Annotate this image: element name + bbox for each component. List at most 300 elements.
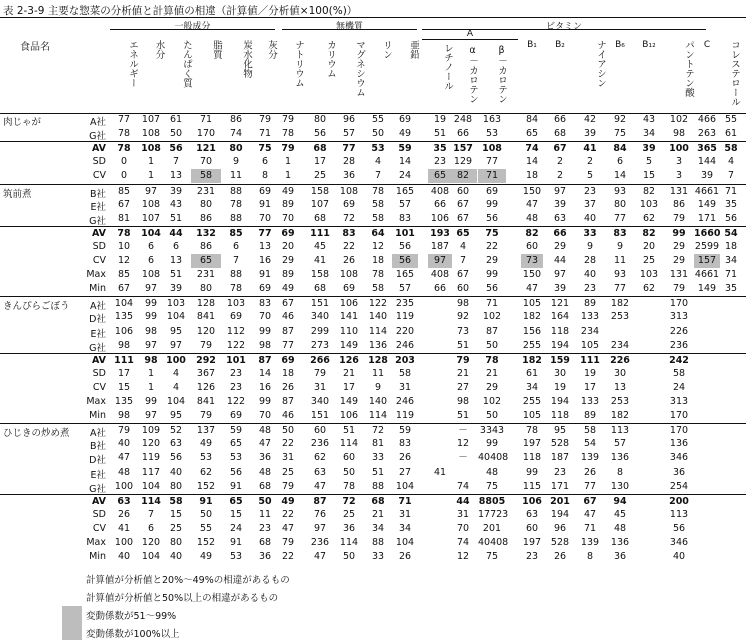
table-cell: 91 bbox=[258, 198, 272, 210]
table-cell: 74 bbox=[456, 480, 470, 492]
table-cell: 64 bbox=[371, 227, 385, 239]
table-cell: 69 bbox=[398, 114, 412, 125]
table-cell: 118 bbox=[550, 325, 570, 337]
table-cell: 102 bbox=[482, 396, 502, 407]
table-cell: 36 bbox=[672, 466, 686, 478]
table-cell: 234 bbox=[610, 339, 630, 351]
table-cell: 97 bbox=[428, 254, 452, 268]
table-cell: 6 bbox=[147, 240, 155, 252]
table-cell: 9 bbox=[586, 240, 594, 252]
table-cell: 61 bbox=[525, 367, 539, 379]
table-cell: 156 bbox=[522, 325, 542, 337]
table-cell: 121 bbox=[550, 298, 570, 310]
table-cell: 117 bbox=[141, 466, 161, 478]
table-row bbox=[0, 113, 746, 127]
table-cell: 194 bbox=[550, 339, 570, 351]
table-cell: 158 bbox=[310, 185, 330, 197]
table-cell: 67 bbox=[583, 495, 597, 507]
table-cell: 113 bbox=[669, 508, 689, 520]
table-cell: 40 bbox=[169, 551, 183, 563]
table-cell: 26 bbox=[398, 452, 412, 464]
table-cell: 242 bbox=[669, 354, 689, 366]
table-cell: 68 bbox=[258, 537, 272, 548]
table-cell: 56 bbox=[485, 283, 499, 295]
table-cell: 75 bbox=[485, 480, 499, 492]
table-cell: 55 bbox=[199, 522, 213, 534]
table-cell: 108 bbox=[141, 198, 161, 210]
group-label-vitamin: ビタミン bbox=[545, 22, 582, 32]
table-cell: 17 bbox=[117, 367, 131, 379]
table-cell: 99 bbox=[485, 269, 499, 281]
table-cell: 41 bbox=[313, 255, 327, 266]
table-cell: 2599 bbox=[694, 240, 720, 252]
table-cell: 98 bbox=[144, 354, 158, 366]
table-cell: 69 bbox=[281, 227, 295, 239]
table-cell: 71 bbox=[398, 495, 412, 507]
table-cell: 17 bbox=[583, 381, 597, 393]
table-cell: 67 bbox=[281, 298, 295, 310]
row-label: SD bbox=[92, 508, 106, 520]
table-cell: 48 bbox=[117, 466, 131, 478]
table-cell: 103 bbox=[639, 269, 659, 281]
table-cell: 58 bbox=[398, 367, 412, 379]
table-cell: 80 bbox=[199, 283, 213, 295]
table-cell: 60 bbox=[342, 452, 356, 464]
table-cell bbox=[723, 451, 739, 465]
table-cell: 62 bbox=[642, 283, 656, 295]
table-cell bbox=[723, 325, 739, 339]
table-cell: 75 bbox=[485, 551, 499, 563]
header-top-rule bbox=[0, 17, 746, 18]
table-cell: 77 bbox=[583, 480, 597, 492]
table-cell: 122 bbox=[226, 339, 246, 351]
table-cell: 104 bbox=[166, 396, 186, 407]
table-cell: 135 bbox=[114, 396, 134, 407]
food-name: 筑前煮 bbox=[3, 188, 32, 200]
table-cell: 85 bbox=[117, 269, 131, 281]
table-cell: 58 bbox=[371, 283, 385, 295]
table-cell: 68 bbox=[553, 128, 567, 140]
column-header-4: 炭水化物 bbox=[241, 40, 252, 78]
table-cell: 105 bbox=[522, 410, 542, 422]
table-cell bbox=[694, 395, 720, 409]
table-cell: 17 bbox=[342, 381, 356, 393]
table-cell: 43 bbox=[642, 114, 656, 125]
table-cell: 72 bbox=[342, 495, 356, 507]
table-cell: 150 bbox=[522, 269, 542, 281]
table-cell: 71 bbox=[258, 128, 272, 140]
table-cell: 115 bbox=[522, 480, 542, 492]
table-cell: 14 bbox=[258, 367, 272, 379]
row-label: G社 bbox=[89, 131, 106, 143]
table-cell: 26 bbox=[281, 381, 295, 393]
table-cell: 78 bbox=[117, 128, 131, 140]
table-cell: 108 bbox=[339, 185, 359, 197]
table-cell: 408 bbox=[430, 185, 450, 197]
table-cell: 8 bbox=[586, 551, 594, 563]
table-row bbox=[0, 536, 746, 550]
table-cell: 47 bbox=[313, 551, 327, 563]
table-cell: 79 bbox=[672, 283, 686, 295]
table-cell bbox=[694, 367, 720, 381]
table-cell: 40 bbox=[672, 551, 686, 563]
table-cell: 4 bbox=[172, 381, 180, 393]
table-cell: 82 bbox=[525, 227, 539, 239]
row-label: Max bbox=[86, 537, 106, 548]
row-label: AV bbox=[91, 227, 106, 239]
table-cell: 40 bbox=[583, 269, 597, 281]
table-cell: 34 bbox=[371, 522, 385, 534]
table-cell: 77 bbox=[258, 227, 272, 239]
legend-line-cv-51-99: 変動係数が51～99% bbox=[86, 611, 177, 622]
table-cell: 69 bbox=[281, 354, 295, 366]
table-cell bbox=[608, 325, 632, 339]
table-cell: 71 bbox=[199, 114, 213, 125]
table-cell: 22 bbox=[342, 240, 356, 252]
table-cell: 103 bbox=[166, 298, 186, 310]
table-cell: 93 bbox=[613, 185, 627, 197]
table-cell: 114 bbox=[368, 325, 388, 337]
table-cell: 70 bbox=[281, 212, 295, 224]
table-cell: 56 bbox=[485, 212, 499, 224]
table-cell: 104 bbox=[395, 480, 415, 492]
table-cell: 12 bbox=[117, 255, 131, 266]
table-cell: 200 bbox=[669, 495, 689, 507]
table-cell: 39 bbox=[583, 128, 597, 140]
table-cell bbox=[723, 381, 739, 395]
column-header-0: エネルギー bbox=[127, 40, 138, 88]
table-cell bbox=[694, 480, 720, 494]
table-cell: 87 bbox=[281, 396, 295, 407]
table-cell: 20 bbox=[281, 240, 295, 252]
table-cell: 24 bbox=[229, 522, 243, 534]
table-cell: 50 bbox=[485, 339, 499, 351]
table-cell: 3 bbox=[675, 170, 683, 182]
table-cell bbox=[694, 495, 720, 509]
table-cell: 77 bbox=[613, 283, 627, 295]
row-label: AV bbox=[91, 354, 106, 366]
table-cell bbox=[637, 297, 661, 311]
table-cell: 80 bbox=[613, 198, 627, 210]
table-cell: 59 bbox=[229, 425, 243, 437]
table-cell: 40 bbox=[169, 466, 183, 478]
table-cell: 99 bbox=[525, 466, 539, 478]
table-cell bbox=[637, 466, 661, 480]
table-cell: 63 bbox=[525, 508, 539, 520]
table-cell: 50 bbox=[371, 128, 385, 140]
table-cell: 140 bbox=[368, 396, 388, 407]
row-label: CV bbox=[92, 381, 106, 393]
table-cell: 85 bbox=[117, 185, 131, 197]
table-cell: 15 bbox=[169, 508, 183, 520]
table-cell: 33 bbox=[371, 551, 385, 563]
table-cell: 29 bbox=[672, 255, 686, 266]
table-row bbox=[0, 522, 746, 536]
table-cell: 41 bbox=[583, 143, 597, 155]
table-cell: 24 bbox=[398, 170, 412, 182]
table-cell: 78 bbox=[229, 283, 243, 295]
table-cell bbox=[637, 395, 661, 409]
table-cell: 346 bbox=[669, 537, 689, 548]
table-cell: 94 bbox=[613, 495, 627, 507]
table-cell: 11 bbox=[258, 508, 272, 520]
table-cell: 346 bbox=[669, 452, 689, 464]
table-row bbox=[0, 254, 746, 268]
table-cell: 22 bbox=[281, 551, 295, 563]
table-cell: 137 bbox=[196, 425, 216, 437]
table-cell: 26 bbox=[117, 508, 131, 520]
food-name: きんぴらごぼう bbox=[3, 301, 70, 313]
table-cell: 40 bbox=[117, 438, 131, 450]
table-cell: 87 bbox=[485, 325, 499, 337]
table-row bbox=[0, 310, 746, 324]
table-cell: 98 bbox=[258, 339, 272, 351]
table-cell: 88 bbox=[229, 212, 243, 224]
legend-line-20-49: 計算値が分析値と20%～49%の相違があるもの bbox=[86, 575, 290, 586]
table-cell: 26 bbox=[342, 255, 356, 266]
table-cell: 77 bbox=[485, 156, 499, 168]
table-row bbox=[0, 296, 746, 311]
table-cell: 49 bbox=[199, 438, 213, 450]
row-label: CV bbox=[92, 522, 106, 534]
table-cell: 60 bbox=[525, 522, 539, 534]
table-cell: 83 bbox=[398, 212, 412, 224]
table-cell: 101 bbox=[395, 227, 415, 239]
table-cell: 73 bbox=[521, 254, 543, 268]
table-cell: 27 bbox=[398, 466, 412, 478]
row-label: A社 bbox=[90, 117, 106, 128]
table-cell: 263 bbox=[697, 128, 717, 140]
table-cell: 111 bbox=[580, 354, 600, 366]
table-cell: 67 bbox=[117, 283, 131, 295]
table-cell: 98 bbox=[672, 128, 686, 140]
table-cell: 70 bbox=[258, 311, 272, 323]
table-cell: 194 bbox=[550, 508, 570, 520]
table-cell: 149 bbox=[339, 396, 359, 407]
row-label: B社 bbox=[89, 188, 106, 200]
table-cell: 51 bbox=[456, 339, 470, 351]
table-cell: 4 bbox=[172, 367, 180, 379]
table-cell: 47 bbox=[525, 198, 539, 210]
table-cell: 29 bbox=[281, 255, 295, 266]
table-cell: 97 bbox=[553, 185, 567, 197]
column-header-16: ナイアシン bbox=[595, 40, 606, 88]
table-cell: 135 bbox=[114, 311, 134, 323]
food-name: 肉じゃが bbox=[3, 117, 42, 128]
table-cell: 53 bbox=[229, 452, 243, 464]
table-cell: 50 bbox=[199, 508, 213, 520]
table-cell: 7 bbox=[374, 170, 382, 182]
table-cell: 59 bbox=[398, 425, 412, 437]
table-cell: 97 bbox=[144, 410, 158, 422]
table-cell: 17723 bbox=[478, 508, 509, 520]
table-cell bbox=[723, 550, 739, 564]
column-header-11: レチノール bbox=[442, 43, 453, 91]
table-cell: 51 bbox=[342, 425, 356, 437]
table-cell: 165 bbox=[395, 269, 415, 281]
table-cell: 58 bbox=[169, 495, 183, 507]
table-cell: 141 bbox=[339, 311, 359, 323]
column-header-20: C bbox=[703, 40, 711, 50]
table-cell bbox=[637, 339, 661, 353]
table-cell bbox=[637, 495, 661, 509]
table-cell: 58 bbox=[583, 425, 597, 437]
table-cell: 367 bbox=[196, 367, 216, 379]
table-cell: 104 bbox=[395, 537, 415, 548]
table-cell: 11 bbox=[229, 170, 243, 182]
row-label: SD bbox=[92, 156, 106, 168]
table-cell: 75 bbox=[613, 128, 627, 140]
table-cell: 34 bbox=[525, 381, 539, 393]
table-cell: 299 bbox=[310, 325, 330, 337]
table-cell bbox=[723, 508, 739, 522]
table-cell: 65 bbox=[456, 227, 470, 239]
table-cell: 182 bbox=[522, 311, 542, 323]
table-row bbox=[0, 212, 746, 226]
table-cell bbox=[637, 508, 661, 522]
table-cell: 110 bbox=[339, 325, 359, 337]
table-cell: 40 bbox=[117, 551, 131, 563]
table-cell: 7 bbox=[727, 170, 735, 182]
table-cell: 0 bbox=[120, 156, 128, 168]
table-cell: 51 bbox=[169, 269, 183, 281]
table-cell: 149 bbox=[697, 198, 717, 210]
table-cell: 13 bbox=[169, 170, 183, 182]
table-cell: 78 bbox=[117, 227, 131, 239]
table-cell: 106 bbox=[430, 212, 450, 224]
row-label: E社 bbox=[90, 328, 106, 340]
table-row bbox=[0, 240, 746, 254]
table-cell: 78 bbox=[281, 128, 295, 140]
table-cell: 74 bbox=[229, 128, 243, 140]
table-cell bbox=[723, 409, 739, 423]
table-cell: 18 bbox=[724, 240, 738, 252]
food-name-header-text: 食品名 bbox=[20, 42, 50, 53]
table-cell: 42 bbox=[583, 114, 597, 125]
table-cell: 6 bbox=[147, 522, 155, 534]
table-cell: 171 bbox=[550, 480, 570, 492]
table-cell: 45 bbox=[613, 508, 627, 520]
table-cell: 87 bbox=[281, 325, 295, 337]
table-cell: 187 bbox=[550, 452, 570, 464]
table-cell: 50 bbox=[258, 495, 272, 507]
table-cell: 236 bbox=[310, 537, 330, 548]
table-row bbox=[0, 550, 746, 564]
table-row bbox=[0, 282, 746, 296]
table-cell: 77 bbox=[342, 143, 356, 155]
table-cell: 45 bbox=[313, 240, 327, 252]
table-cell: 79 bbox=[281, 537, 295, 548]
table-cell: 25 bbox=[313, 170, 327, 182]
table-cell: 100 bbox=[114, 480, 134, 492]
table-cell: 12 bbox=[456, 551, 470, 563]
table-cell: 1 bbox=[147, 367, 155, 379]
table-cell: 1 bbox=[284, 156, 292, 168]
table-cell: 34 bbox=[724, 255, 738, 266]
table-row bbox=[0, 155, 746, 169]
table-row bbox=[0, 494, 746, 509]
table-cell: 98 bbox=[456, 396, 470, 407]
table-cell: 66 bbox=[433, 198, 447, 210]
table-cell: 59 bbox=[398, 143, 412, 155]
table-cell: 152 bbox=[196, 537, 216, 548]
table-cell: 70 bbox=[258, 410, 272, 422]
table-cell: 23 bbox=[525, 551, 539, 563]
table-cell: 14 bbox=[398, 156, 412, 168]
table-cell: 86 bbox=[672, 198, 686, 210]
table-cell: 114 bbox=[141, 495, 161, 507]
table-cell: 139 bbox=[580, 537, 600, 548]
table-cell bbox=[637, 451, 661, 465]
table-cell bbox=[723, 354, 739, 368]
column-header-21: コレステロール bbox=[729, 40, 740, 107]
table-cell: 69 bbox=[258, 283, 272, 295]
table-cell: 118 bbox=[522, 452, 542, 464]
row-label: B社 bbox=[89, 441, 106, 453]
table-cell: 9 bbox=[616, 240, 624, 252]
table-cell: 53 bbox=[229, 551, 243, 563]
table-cell: 69 bbox=[258, 185, 272, 197]
table-cell: 99 bbox=[144, 396, 158, 407]
table-cell: 11 bbox=[371, 367, 385, 379]
table-cell: 93 bbox=[613, 269, 627, 281]
table-cell: 9 bbox=[232, 156, 240, 168]
table-cell: 152 bbox=[196, 480, 216, 492]
table-cell: 47 bbox=[583, 508, 597, 520]
table-cell: 50 bbox=[281, 425, 295, 437]
table-cell bbox=[723, 536, 739, 550]
table-cell: 28 bbox=[583, 255, 597, 266]
table-cell: 102 bbox=[669, 114, 689, 125]
table-row bbox=[0, 466, 746, 480]
table-cell: 5 bbox=[645, 156, 653, 168]
table-cell: 28 bbox=[342, 156, 356, 168]
table-cell: 88 bbox=[371, 480, 385, 492]
row-label: D社 bbox=[89, 455, 106, 467]
table-cell bbox=[723, 395, 739, 409]
table-cell bbox=[637, 437, 661, 451]
table-cell: 46 bbox=[281, 410, 295, 422]
table-cell bbox=[694, 354, 720, 368]
group-label-general: 一般成分 bbox=[174, 22, 211, 32]
table-cell: 97 bbox=[144, 283, 158, 295]
row-label: G社 bbox=[89, 215, 106, 227]
table-cell: 70 bbox=[258, 212, 272, 224]
table-cell: 128 bbox=[196, 298, 216, 310]
legend-line-cv-100plus: 変動係数が100%以上 bbox=[86, 629, 180, 640]
table-cell: 170 bbox=[669, 425, 689, 437]
table-cell: 80 bbox=[229, 143, 243, 155]
table-cell: 71 bbox=[485, 298, 499, 310]
table-cell: 29 bbox=[553, 240, 567, 252]
table-cell: 23 bbox=[229, 367, 243, 379]
column-header-8: マグネシウム bbox=[354, 40, 365, 97]
table-cell: 31 bbox=[398, 508, 412, 520]
table-cell: 19 bbox=[583, 367, 597, 379]
table-cell: 80 bbox=[313, 114, 327, 125]
table-cell: 273 bbox=[310, 339, 330, 351]
table-cell: 91 bbox=[199, 495, 213, 507]
table-cell: 119 bbox=[395, 311, 415, 323]
table-cell: 66 bbox=[433, 283, 447, 295]
table-cell: 31 bbox=[313, 381, 327, 393]
table-cell bbox=[723, 310, 739, 324]
table-cell: 69 bbox=[342, 198, 356, 210]
table-cell: 79 bbox=[313, 367, 327, 379]
column-header-10: 亜鉛 bbox=[408, 40, 419, 59]
table-cell: 31 bbox=[456, 508, 470, 520]
table-cell: 235 bbox=[395, 298, 415, 310]
